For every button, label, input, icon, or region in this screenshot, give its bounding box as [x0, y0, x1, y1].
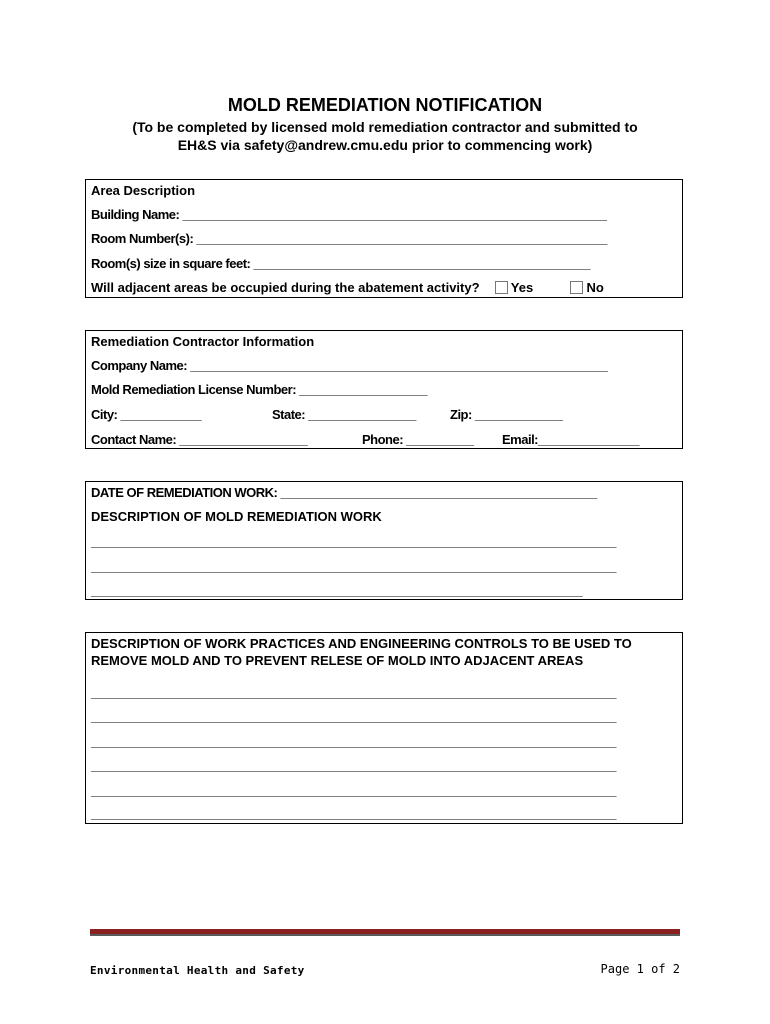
yes-label: Yes	[510, 280, 534, 295]
practices-line-1[interactable]: ______________________________________________________________________________	[91, 685, 616, 700]
footer-department: Environmental Health and Safety	[90, 964, 305, 977]
adjacent-question-text: Will adjacent areas be occupied during the abatement activity?	[91, 280, 480, 295]
email-field[interactable]: Email:_______________	[502, 432, 639, 447]
footer-divider	[90, 929, 680, 936]
form-subtitle	[60, 118, 710, 154]
license-number-field[interactable]: Mold Remediation License Number: ___________________	[91, 382, 428, 397]
work-description-line-1[interactable]: ______________________________________________________________________________	[91, 534, 616, 549]
adjacent-areas-question	[91, 280, 604, 296]
subtitle-line-2: EH&S via safety@andrew.cmu.edu prior to commencing work)	[177, 137, 593, 153]
contractor-heading: Remediation Contractor Information	[91, 334, 315, 349]
practices-line-4[interactable]: ______________________________________________________________________________	[91, 758, 616, 773]
company-name-field[interactable]: Company Name: ______________________________________________________________	[91, 358, 608, 373]
building-name-field[interactable]: Building Name: _______________________________________________________________	[91, 207, 607, 222]
practices-line-5[interactable]: ______________________________________________________________________________	[91, 783, 616, 798]
page-number: Page 1 of 2	[600, 962, 680, 976]
room-size-field[interactable]: Room(s) size in square feet: __________________________________________________	[91, 256, 590, 271]
contractor-section	[85, 330, 683, 449]
no-checkbox[interactable]	[570, 281, 583, 294]
yes-checkbox[interactable]	[495, 281, 508, 294]
state-field[interactable]: State: ________________	[272, 407, 416, 422]
work-date-field[interactable]: DATE OF REMEDIATION WORK: _______________________________________________	[91, 485, 597, 500]
practices-line-6[interactable]: ______________________________________________________________________________	[91, 806, 616, 821]
practices-heading-line-2: REMOVE MOLD AND TO PREVENT RELESE OF MOLD INTO ADJACENT AREAS	[91, 653, 584, 668]
practices-line-2[interactable]: ______________________________________________________________________________	[91, 709, 616, 724]
remediation-work-section	[85, 481, 683, 600]
no-label: No	[586, 280, 604, 295]
phone-field[interactable]: Phone: __________	[362, 432, 474, 447]
zip-field[interactable]: Zip: _____________	[450, 407, 563, 422]
form-title: MOLD REMEDIATION NOTIFICATION	[227, 95, 543, 115]
work-description-line-2[interactable]: ______________________________________________________________________________	[91, 559, 616, 574]
work-description-line-3[interactable]: _________________________________________________________________________	[91, 583, 583, 598]
practices-line-3[interactable]: ______________________________________________________________________________	[91, 734, 616, 749]
city-field[interactable]: City: ____________	[91, 407, 202, 422]
area-heading: Area Description	[91, 183, 196, 198]
subtitle-line-1: (To be completed by licensed mold remediation contractor and submitted to	[132, 119, 638, 135]
work-practices-section	[85, 632, 683, 824]
area-description-section	[85, 179, 683, 298]
room-number-field[interactable]: Room Number(s): _____________________________________________________________	[91, 231, 607, 246]
contact-name-field[interactable]: Contact Name: ___________________	[91, 432, 308, 447]
work-description-heading: DESCRIPTION OF MOLD REMEDIATION WORK	[91, 509, 382, 524]
practices-heading-line-1: DESCRIPTION OF WORK PRACTICES AND ENGINEERING CONTROLS TO BE USED TO	[91, 636, 632, 651]
